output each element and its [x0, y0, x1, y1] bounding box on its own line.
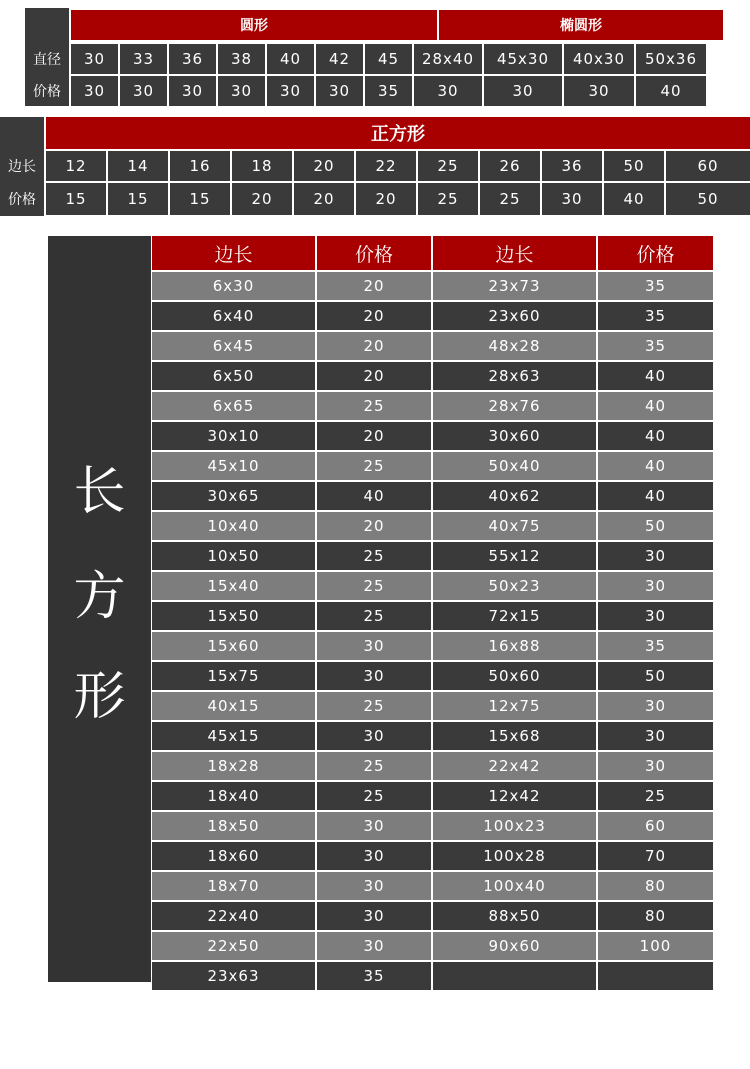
rect-left-price-cell: 30 [317, 902, 431, 930]
round-price-cell: 30 [267, 76, 314, 106]
rect-right-size-cell: 50x60 [433, 662, 596, 690]
round-price-cell: 30 [120, 76, 167, 106]
rect-right-size-cell: 12x75 [433, 692, 596, 720]
oval-price-cell: 30 [564, 76, 634, 106]
rect-left-size-cell: 45x15 [152, 722, 315, 750]
rect-right-price-cell: 50 [598, 512, 713, 540]
square-price-cell: 50 [666, 183, 750, 215]
rect-left-price-cell: 35 [317, 962, 431, 990]
square-header: 正方形 [46, 117, 750, 149]
rect-header-side-right: 边长 [433, 236, 596, 270]
rect-right-price-cell: 70 [598, 842, 713, 870]
rect-right-size-cell: 48x28 [433, 332, 596, 360]
square-price-cell: 25 [418, 183, 478, 215]
rect-right-size-cell: 40x75 [433, 512, 596, 540]
oval-size-cell: 45x30 [484, 44, 562, 74]
rect-right-size-cell: 16x88 [433, 632, 596, 660]
square-table [0, 117, 750, 216]
oval-header: 椭圆形 [439, 10, 723, 40]
oval-price-cell: 30 [414, 76, 482, 106]
square-side-cell: 25 [418, 151, 478, 181]
rect-left-price-cell: 20 [317, 302, 431, 330]
rectangle-title-char-2: 方 [73, 566, 126, 627]
square-price-cell: 40 [604, 183, 664, 215]
rectangle-title-panel [48, 236, 151, 982]
rect-right-size-cell: 88x50 [433, 902, 596, 930]
square-price-cell: 15 [46, 183, 106, 215]
rect-left-size-cell: 23x63 [152, 962, 315, 990]
rect-left-size-cell: 45x10 [152, 452, 315, 480]
rect-right-size-cell: 30x60 [433, 422, 596, 450]
rect-left-size-cell: 22x40 [152, 902, 315, 930]
rect-left-size-cell: 15x60 [152, 632, 315, 660]
rect-left-price-cell: 30 [317, 872, 431, 900]
rect-left-size-cell: 15x75 [152, 662, 315, 690]
square-side-cell: 16 [170, 151, 230, 181]
rect-left-price-cell: 25 [317, 752, 431, 780]
rect-right-size-cell: 55x12 [433, 542, 596, 570]
rect-right-price-cell [598, 962, 713, 990]
oval-price-cell: 30 [484, 76, 562, 106]
rect-right-size-cell: 50x23 [433, 572, 596, 600]
round-diameter-cell: 40 [267, 44, 314, 74]
square-price-cell: 20 [294, 183, 354, 215]
rect-left-size-cell: 6x45 [152, 332, 315, 360]
rect-left-price-cell: 30 [317, 722, 431, 750]
rectangle-title-char-3: 形 [73, 666, 126, 727]
rect-left-price-cell: 20 [317, 272, 431, 300]
rect-right-price-cell: 40 [598, 452, 713, 480]
rect-left-size-cell: 18x28 [152, 752, 315, 780]
rect-right-price-cell: 60 [598, 812, 713, 840]
rect-left-size-cell: 18x50 [152, 812, 315, 840]
square-side-cell: 36 [542, 151, 602, 181]
row-label-round-price: 价格 [25, 76, 69, 106]
rect-right-price-cell: 40 [598, 482, 713, 510]
rect-right-price-cell: 30 [598, 722, 713, 750]
rect-right-size-cell [433, 962, 596, 990]
square-side-cell: 50 [604, 151, 664, 181]
rect-right-price-cell: 40 [598, 392, 713, 420]
round-diameter-cell: 38 [218, 44, 265, 74]
round-header-divider [437, 10, 439, 40]
square-side-cell: 12 [46, 151, 106, 181]
rect-right-price-cell: 35 [598, 272, 713, 300]
square-side-cell: 60 [666, 151, 750, 181]
rect-right-size-cell: 23x73 [433, 272, 596, 300]
round-diameter-cell: 36 [169, 44, 216, 74]
square-side-cell: 20 [294, 151, 354, 181]
rect-left-size-cell: 10x50 [152, 542, 315, 570]
rect-left-size-cell: 15x50 [152, 602, 315, 630]
rect-left-size-cell: 18x70 [152, 872, 315, 900]
rect-right-size-cell: 15x68 [433, 722, 596, 750]
round-diameter-cell: 30 [71, 44, 118, 74]
rect-header-price-left: 价格 [317, 236, 431, 270]
rect-left-size-cell: 30x10 [152, 422, 315, 450]
square-side-cell: 18 [232, 151, 292, 181]
rect-right-price-cell: 80 [598, 872, 713, 900]
round-diameter-cell: 45 [365, 44, 412, 74]
rect-left-size-cell: 18x60 [152, 842, 315, 870]
row-label-diameter: 直径 [25, 44, 69, 74]
rect-left-price-cell: 20 [317, 422, 431, 450]
rect-left-price-cell: 20 [317, 512, 431, 540]
rect-left-price-cell: 30 [317, 662, 431, 690]
rect-left-size-cell: 18x40 [152, 782, 315, 810]
rect-header-price-right: 价格 [598, 236, 713, 270]
rect-left-size-cell: 22x50 [152, 932, 315, 960]
rect-left-price-cell: 25 [317, 782, 431, 810]
round-diameter-cell: 33 [120, 44, 167, 74]
square-side-cell: 14 [108, 151, 168, 181]
oval-size-cell: 40x30 [564, 44, 634, 74]
rect-right-price-cell: 35 [598, 302, 713, 330]
rect-left-price-cell: 40 [317, 482, 431, 510]
rect-left-price-cell: 30 [317, 812, 431, 840]
round-price-cell: 35 [365, 76, 412, 106]
rect-right-price-cell: 30 [598, 572, 713, 600]
round-price-cell: 30 [169, 76, 216, 106]
rect-right-price-cell: 30 [598, 542, 713, 570]
rect-right-price-cell: 30 [598, 602, 713, 630]
square-price-cell: 30 [542, 183, 602, 215]
rect-left-price-cell: 25 [317, 602, 431, 630]
rect-left-size-cell: 30x65 [152, 482, 315, 510]
rect-left-size-cell: 6x50 [152, 362, 315, 390]
square-price-cell: 15 [108, 183, 168, 215]
rect-right-size-cell: 100x23 [433, 812, 596, 840]
rect-left-price-cell: 30 [317, 932, 431, 960]
rect-left-price-cell: 25 [317, 572, 431, 600]
rect-left-price-cell: 30 [317, 632, 431, 660]
rect-left-price-cell: 25 [317, 692, 431, 720]
rect-left-size-cell: 10x40 [152, 512, 315, 540]
rect-right-size-cell: 23x60 [433, 302, 596, 330]
oval-price-cell: 40 [636, 76, 706, 106]
round-diameter-cell: 42 [316, 44, 363, 74]
square-side-cell: 26 [480, 151, 540, 181]
square-price-cell: 20 [356, 183, 416, 215]
rectangle-title-char-1: 长 [73, 461, 126, 522]
oval-size-cell: 28x40 [414, 44, 482, 74]
round-price-cell: 30 [71, 76, 118, 106]
rect-right-size-cell: 28x76 [433, 392, 596, 420]
square-price-cell: 20 [232, 183, 292, 215]
round-price-cell: 30 [218, 76, 265, 106]
round-oval-table [25, 8, 723, 106]
square-price-cell: 25 [480, 183, 540, 215]
rect-left-price-cell: 25 [317, 392, 431, 420]
rect-right-size-cell: 22x42 [433, 752, 596, 780]
square-price-cell: 15 [170, 183, 230, 215]
rect-left-price-cell: 25 [317, 452, 431, 480]
rect-left-size-cell: 40x15 [152, 692, 315, 720]
rect-right-size-cell: 12x42 [433, 782, 596, 810]
round-price-cell: 30 [316, 76, 363, 106]
oval-size-cell: 50x36 [636, 44, 706, 74]
rect-left-price-cell: 20 [317, 362, 431, 390]
round-header: 圆形 [71, 10, 437, 40]
rect-left-size-cell: 15x40 [152, 572, 315, 600]
rectangle-table [152, 236, 713, 985]
row-label-square-price: 价格 [0, 183, 44, 215]
rect-right-price-cell: 25 [598, 782, 713, 810]
rect-right-size-cell: 72x15 [433, 602, 596, 630]
rect-right-price-cell: 100 [598, 932, 713, 960]
rect-right-size-cell: 100x28 [433, 842, 596, 870]
rect-left-price-cell: 25 [317, 542, 431, 570]
rect-right-size-cell: 28x63 [433, 362, 596, 390]
row-label-side: 边长 [0, 151, 44, 181]
rect-left-size-cell: 6x30 [152, 272, 315, 300]
rect-left-price-cell: 20 [317, 332, 431, 360]
rect-right-price-cell: 80 [598, 902, 713, 930]
rect-left-size-cell: 6x65 [152, 392, 315, 420]
rect-right-price-cell: 35 [598, 332, 713, 360]
rect-right-price-cell: 50 [598, 662, 713, 690]
rect-right-size-cell: 40x62 [433, 482, 596, 510]
rect-right-price-cell: 40 [598, 362, 713, 390]
rect-right-size-cell: 90x60 [433, 932, 596, 960]
rect-right-size-cell: 50x40 [433, 452, 596, 480]
square-side-cell: 22 [356, 151, 416, 181]
rect-right-price-cell: 40 [598, 422, 713, 450]
rect-right-size-cell: 100x40 [433, 872, 596, 900]
rect-right-price-cell: 30 [598, 692, 713, 720]
rect-left-size-cell: 6x40 [152, 302, 315, 330]
rect-right-price-cell: 30 [598, 752, 713, 780]
rect-left-price-cell: 30 [317, 842, 431, 870]
rect-right-price-cell: 35 [598, 632, 713, 660]
rect-header-side-left: 边长 [152, 236, 315, 270]
